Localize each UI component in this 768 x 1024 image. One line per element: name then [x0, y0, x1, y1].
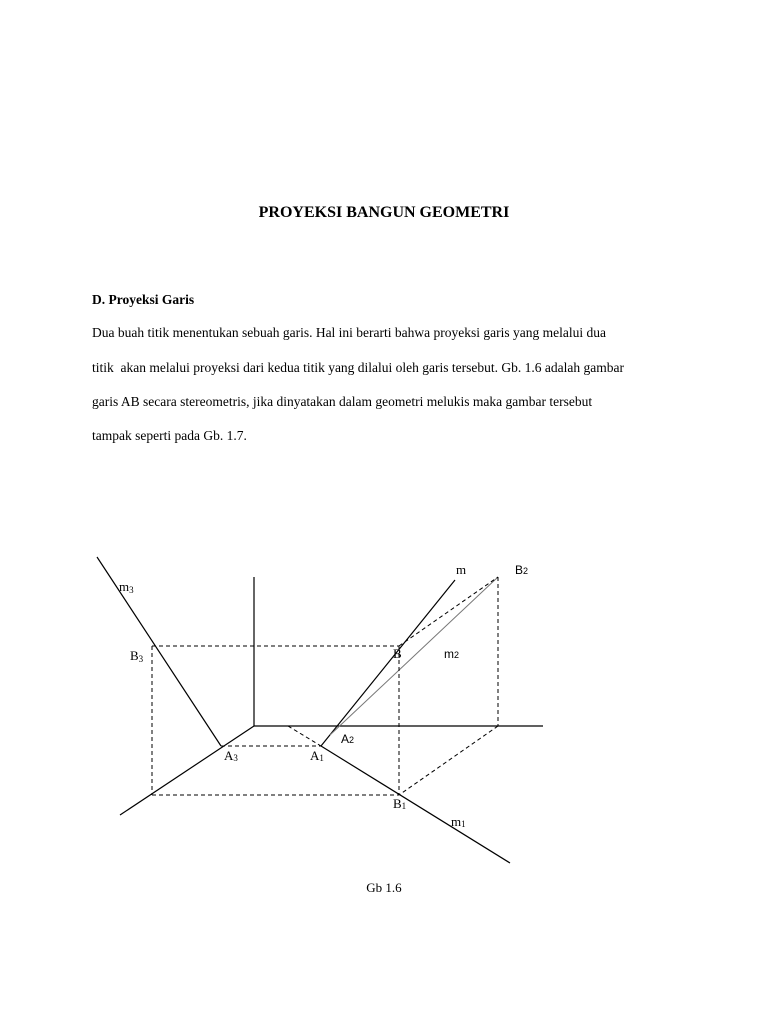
label-A1: A1 — [310, 748, 324, 763]
paragraph-line-1: Dua buah titik menentukan sebuah garis. Hal ini berarti bahwa proyeksi garis yang melalui dua — [92, 325, 606, 340]
label-m: m — [456, 562, 467, 577]
page-title: PROYEKSI BANGUN GEOMETRI — [258, 204, 510, 221]
dashed-construction-lines — [152, 577, 498, 795]
line-m — [321, 580, 455, 746]
label-m3: m3 — [119, 579, 134, 595]
label-m1: m1 — [451, 814, 466, 829]
section-heading: D. Proyeksi Garis — [92, 292, 195, 307]
label-B3: B3 — [130, 648, 144, 664]
line-m2 — [330, 577, 498, 735]
paragraph-line-2: titik akan melalui proyeksi dari kedua titik yang dilalui oleh garis tersebut. Gb. 1.6 adalah gambar — [92, 360, 624, 375]
label-B1: B1 — [393, 796, 407, 811]
line-m1 — [321, 746, 510, 863]
paragraph-line-3: garis AB secara stereometris, jika dinyatakan dalam geometri melukis maka gambar tersebut — [92, 394, 593, 409]
stereometric-line-diagram — [0, 540, 768, 880]
depth-axis — [120, 726, 254, 815]
label-B: B — [393, 646, 402, 661]
label-B2: B2 — [515, 563, 529, 577]
line-m3 — [97, 557, 221, 746]
figure-caption: Gb 1.6 — [366, 880, 402, 895]
paragraph-line-4: tampak seperti pada Gb. 1.7. — [92, 428, 247, 443]
label-m2: m2 — [444, 647, 460, 661]
label-A2: A2 — [341, 732, 355, 746]
label-A3: A3 — [224, 748, 238, 763]
